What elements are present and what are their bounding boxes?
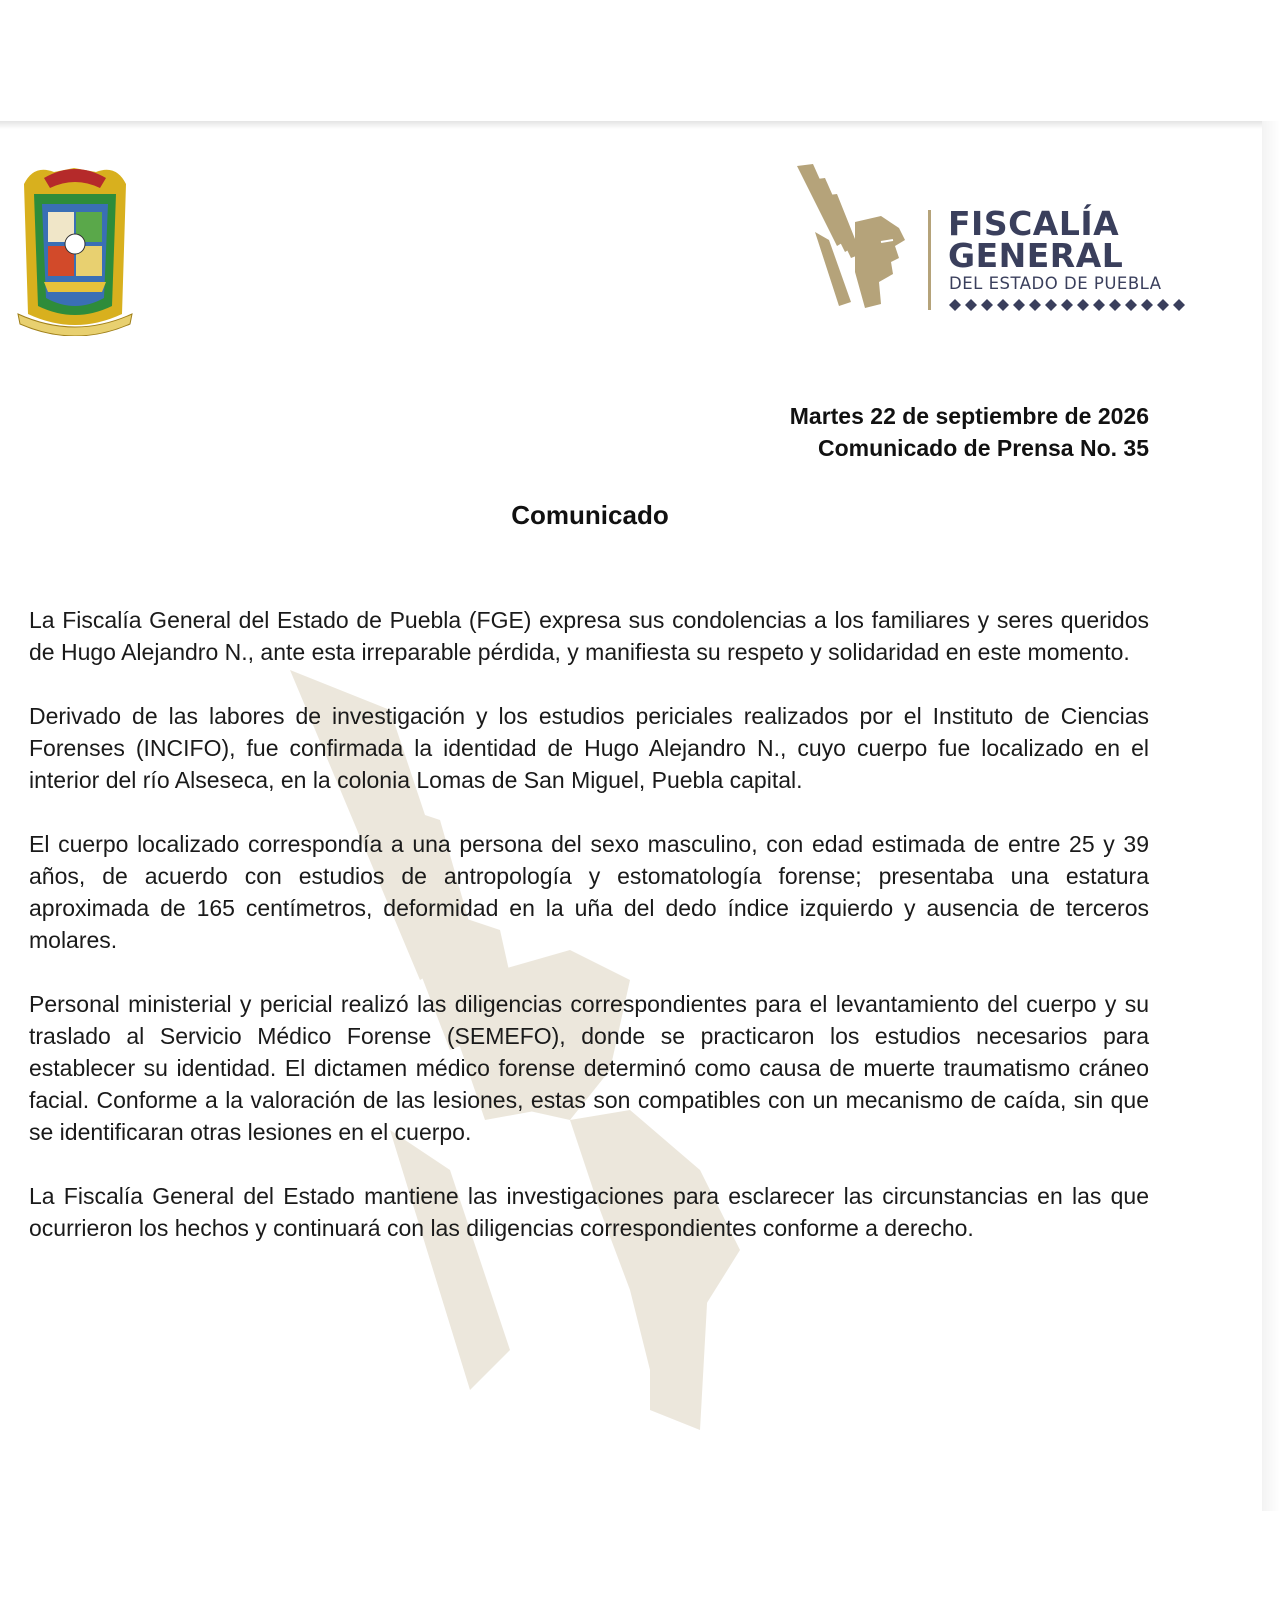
release-number: Comunicado de Prensa No. 35 <box>817 435 1149 461</box>
fge-logo-subtitle: DEL ESTADO DE PUEBLA <box>949 274 1162 293</box>
paragraph: Derivado de las labores de investigación y los estudios periciales realizados por el Instituto de Ciencias Forenses (INCIFO), fue confirmada la identidad de Hugo Alejandro N., cuyo cuerpo fue localizado en el interior del río Alseseca, en la colonia Lomas de San Miguel, Puebla capital. <box>29 703 1149 793</box>
puebla-state-seal-icon <box>14 164 136 336</box>
document-title: Comunicado <box>511 500 669 530</box>
fge-logo-divider <box>928 210 931 310</box>
document-body <box>29 604 1149 1276</box>
paragraph: La Fiscalía General del Estado de Puebla (FGE) expresa sus condolencias a los familiares y seres queridos de Hugo Alejandro N., ante esta irreparable pérdida, y manifiesta su respeto y solidaridad en este momento. <box>29 607 1149 665</box>
paragraph: El cuerpo localizado correspondía a una persona del sexo masculino, con edad estimada de entre 25 y 39 años, de acuerdo con estudios de antropología y estomatología forense; presentaba una estatura aproximada de 165 centímetros, deformidad en la uña del dedo índice izquierdo y ausencia de terceros molares. <box>29 831 1149 953</box>
fge-logo-title <box>948 204 1124 275</box>
fge-logo-line2: GENERAL <box>948 236 1124 275</box>
fge-decorative-pattern-icon <box>949 298 1189 312</box>
sheet-top-edge <box>0 121 1262 129</box>
release-header <box>790 400 1149 464</box>
sheet-right-edge <box>1262 121 1280 1511</box>
fge-head-emblem-icon <box>795 162 915 312</box>
paragraph: Personal ministerial y pericial realizó las diligencias correspondientes para el levantamiento del cuerpo y su traslado al Servicio Médico Forense (SEMEFO), donde se practicaron los estudios necesarios para establecer su identidad. El dictamen médico forense determinó como causa de muerte traumatismo cráneo facial. Conforme a la valoración de las lesiones, estas son compatibles con un mecanismo de caída, sin que se identificaran otras lesiones en el cuerpo. <box>29 991 1149 1145</box>
fge-logo-line1: FISCALÍA <box>948 204 1120 243</box>
release-date: Martes 22 de septiembre de 2026 <box>789 403 1149 429</box>
paragraph: La Fiscalía General del Estado mantiene las investigaciones para esclarecer las circunstancias en las que ocurrieron los hechos y continuará con las diligencias correspondientes conforme a derecho. <box>29 1183 1149 1241</box>
top-margin <box>0 0 1280 122</box>
